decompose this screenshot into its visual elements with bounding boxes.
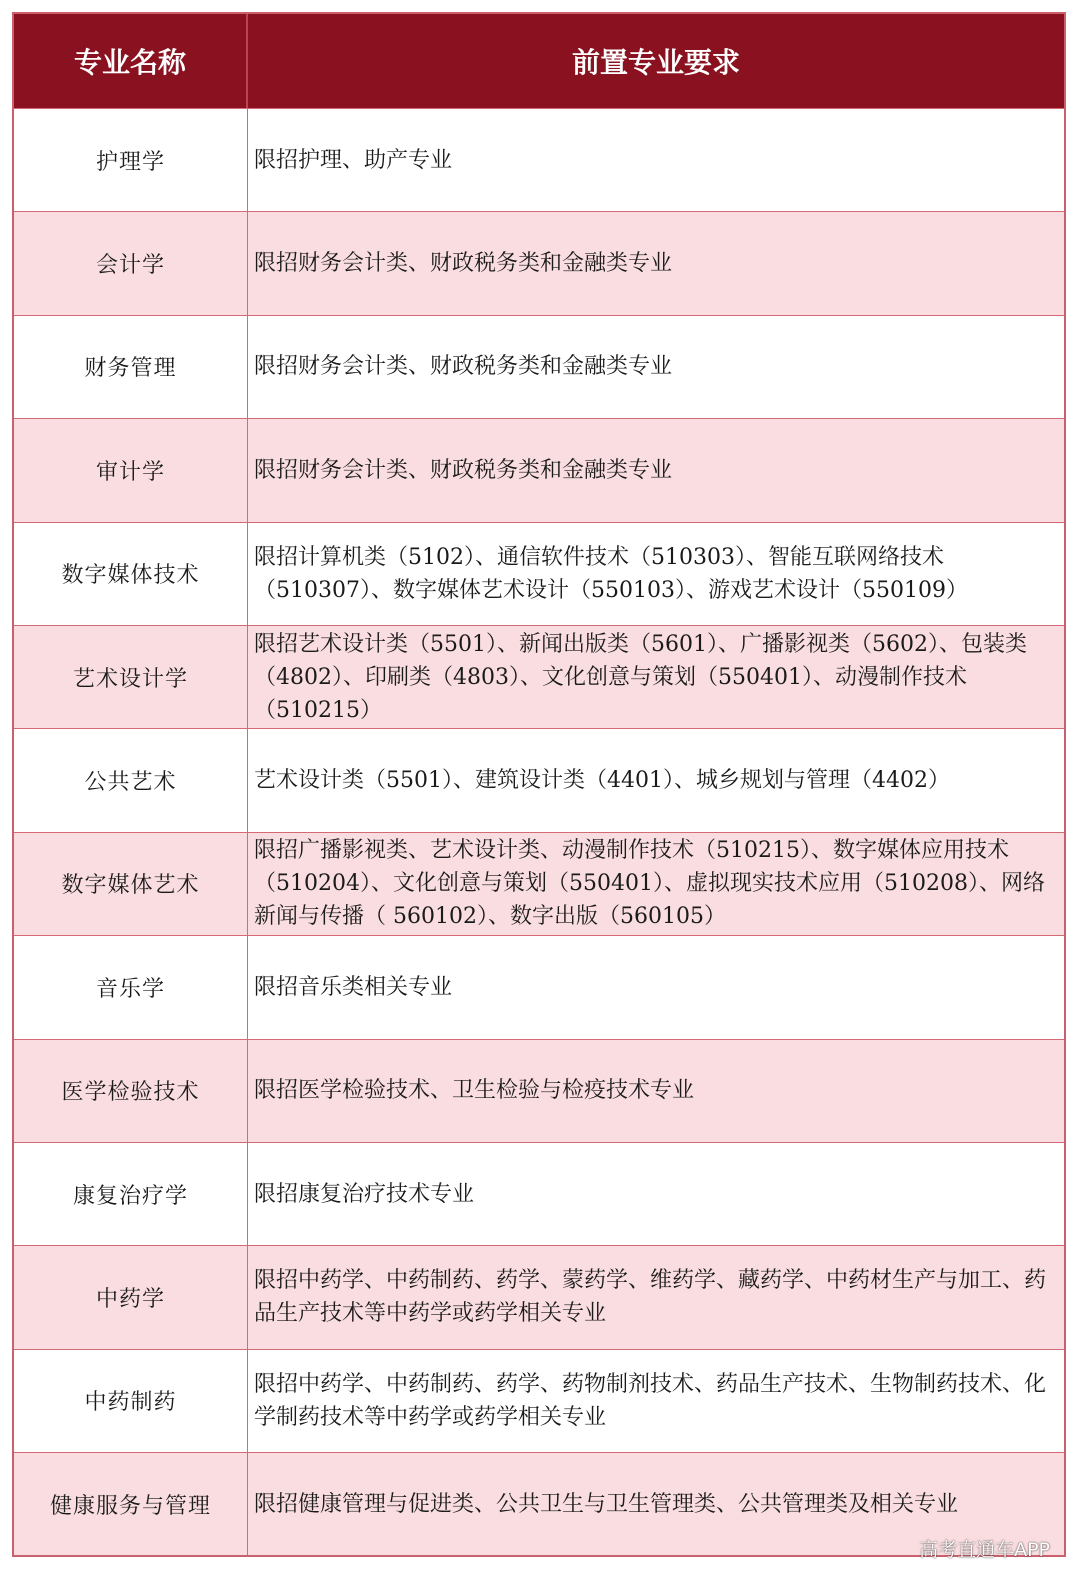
requirement-cell (248, 523, 1064, 625)
major-name-cell: 音乐学 (14, 936, 248, 1038)
major-name-cell: 会计学 (14, 212, 248, 314)
table-row (14, 1349, 1064, 1452)
major-name-cell: 艺术设计学 (14, 626, 248, 728)
table-row (14, 1142, 1064, 1245)
major-name-cell: 数字媒体艺术 (14, 833, 248, 935)
requirement-text: 限招医学检验技术、卫生检验与检疫技术专业 (254, 1078, 695, 1104)
requirement-text: 限招财务会计类、财政税务类和金融类专业 (254, 457, 673, 483)
major-name-cell: 健康服务与管理 (14, 1453, 248, 1555)
table-row (14, 728, 1064, 831)
table-row (14, 418, 1064, 521)
table-row (14, 1245, 1064, 1348)
header-requirement: 前置专业要求 (571, 46, 740, 79)
requirement-cell (248, 833, 1064, 935)
requirement-cell (248, 419, 1064, 521)
requirement-text: 限招广播影视类、艺术设计类、动漫制作技术（510215）、数字媒体应用技术（510204）、文化创意与策划（550401）、虚拟现实技术应用（510208）、网络新闻与传播（ 560102）、数字出版（560105） (254, 838, 1045, 930)
requirement-text: 限招中药学、中药制药、药学、蒙药学、维药学、藏药学、中药材生产与加工、药品生产技术等中药学或药学相关专业 (254, 1268, 1047, 1327)
table-header (14, 14, 1064, 108)
table-row (14, 1039, 1064, 1142)
table-row (14, 315, 1064, 418)
requirement-text: 艺术设计类（5501）、建筑设计类（4401）、城乡规划与管理（4402） (254, 768, 950, 794)
requirement-text: 限招财务会计类、财政税务类和金融类专业 (254, 251, 673, 277)
table-row (14, 832, 1064, 935)
requirement-cell (248, 1246, 1064, 1348)
requirement-cell (248, 1040, 1064, 1142)
requirement-text: 限招艺术设计类（5501）、新闻出版类（5601）、广播影视类（5602）、包装类（4802）、印刷类（4803）、文化创意与策划（550401）、动漫制作技术（510215） (254, 631, 1027, 723)
requirements-table (12, 12, 1066, 1557)
major-name-cell: 医学检验技术 (14, 1040, 248, 1142)
table-row (14, 1452, 1064, 1555)
major-name-cell: 中药制药 (14, 1350, 248, 1452)
requirement-text: 限招康复治疗技术专业 (254, 1181, 475, 1207)
requirement-cell (248, 1350, 1064, 1452)
requirement-text: 限招音乐类相关专业 (254, 974, 453, 1000)
major-name-cell: 康复治疗学 (14, 1143, 248, 1245)
major-name-cell: 财务管理 (14, 316, 248, 418)
requirement-cell (248, 729, 1064, 831)
table-row (14, 211, 1064, 314)
requirement-text: 限招健康管理与促进类、公共卫生与卫生管理类、公共管理类及相关专业 (254, 1491, 959, 1517)
major-name-cell: 审计学 (14, 419, 248, 521)
major-name-cell: 中药学 (14, 1246, 248, 1348)
requirement-text: 限招计算机类（5102）、通信软件技术（510303）、智能互联网络技术（510307）、数字媒体艺术设计（550103）、游戏艺术设计（550109） (254, 544, 968, 603)
major-name-cell: 公共艺术 (14, 729, 248, 831)
requirement-cell (248, 936, 1064, 1038)
requirement-cell (248, 316, 1064, 418)
major-name-cell: 护理学 (14, 109, 248, 211)
requirement-text: 限招财务会计类、财政税务类和金融类专业 (254, 354, 673, 380)
requirement-text: 限招护理、助产专业 (254, 147, 453, 173)
table-row (14, 108, 1064, 211)
requirement-cell (248, 626, 1064, 728)
header-major-name: 专业名称 (14, 14, 248, 108)
table-row (14, 625, 1064, 728)
table-row (14, 522, 1064, 625)
major-name-cell: 数字媒体技术 (14, 523, 248, 625)
requirement-text: 限招中药学、中药制药、药学、药物制剂技术、药品生产技术、生物制药技术、化学制药技术等中药学或药学相关专业 (254, 1371, 1047, 1430)
watermark-text: 高考直通车APP (919, 1539, 1050, 1561)
table-row (14, 935, 1064, 1038)
requirement-cell (248, 212, 1064, 314)
requirement-cell (248, 109, 1064, 211)
requirement-cell (248, 1143, 1064, 1245)
